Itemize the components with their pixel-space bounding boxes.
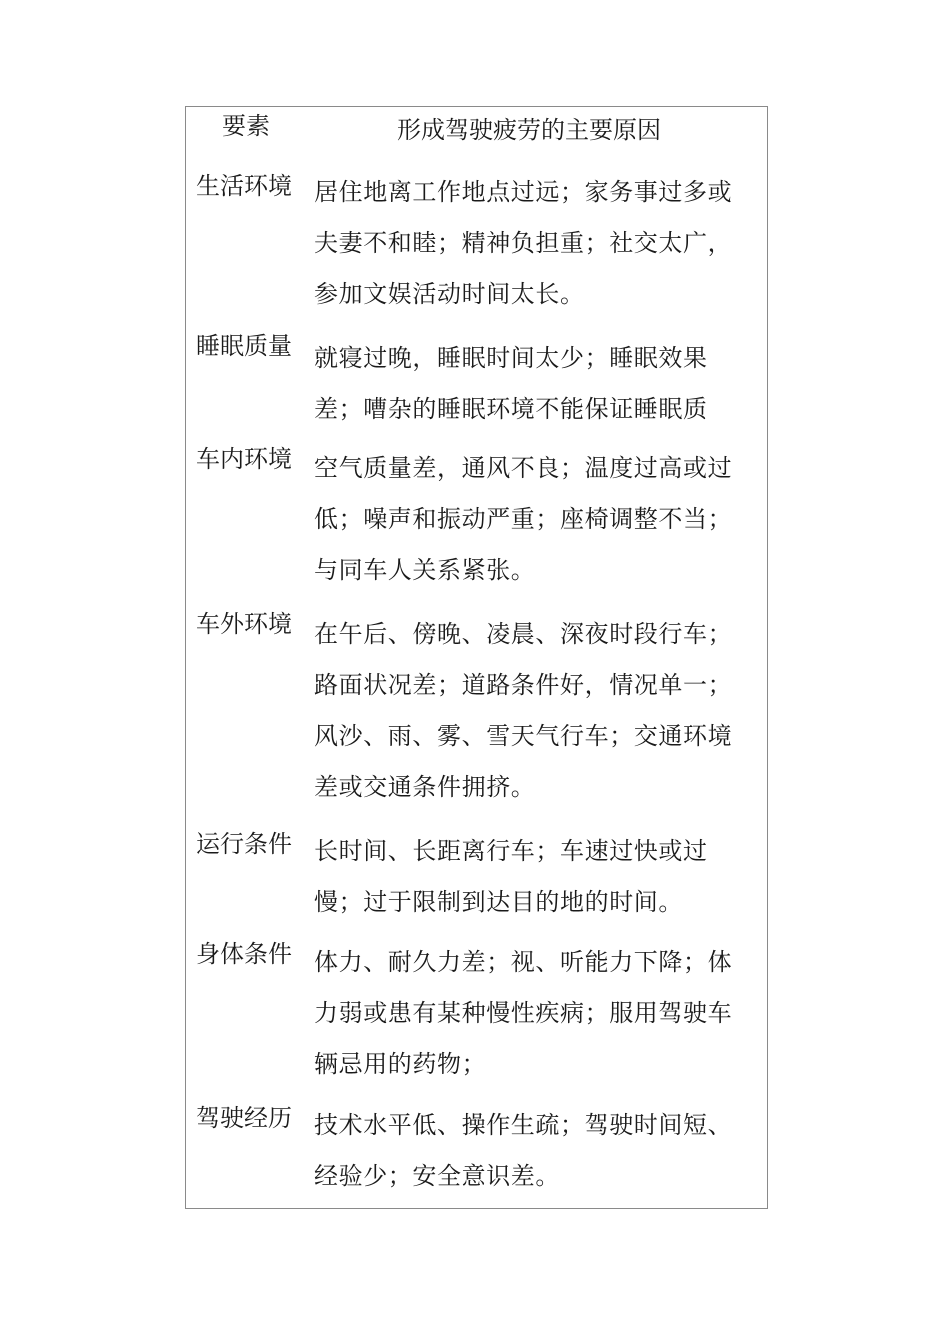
row-label-experience: 驾驶经历 — [196, 1104, 292, 1132]
row-label-operation: 运行条件 — [196, 830, 292, 858]
row-label-cabin: 车内环境 — [196, 445, 292, 473]
row-label-living: 生活环境 — [196, 172, 292, 200]
row-text-experience: 技术水平低、操作生疏；驾驶时间短、经验少；安全意识差。 — [314, 1111, 733, 1190]
row-text-living: 居住地离工作地点过远；家务事过多或夫妻不和睦；精神负担重；社交太广，参加文娱活动时间太长。 — [314, 178, 733, 308]
row-text-operation: 长时间、长距离行车；车速过快或过慢；过于限制到达目的地的时间。 — [314, 837, 708, 916]
row-text-cabin: 空气质量差，通风不良；温度过高或过低；噪声和振动严重；座椅调整不当；与同车人关系紧张。 — [314, 454, 733, 584]
row-text-outside: 在午后、傍晚、凌晨、深夜时段行车；路面状况差；道路条件好，情况单一；风沙、雨、雾、雪天气行车；交通环境差或交通条件拥挤。 — [314, 620, 733, 801]
header-element: 要素 — [222, 112, 270, 140]
row-label-physical: 身体条件 — [196, 940, 292, 968]
row-label-outside: 车外环境 — [196, 610, 292, 638]
row-label-sleep: 睡眠质量 — [196, 332, 292, 360]
header-cause: 形成驾驶疲劳的主要原因 — [397, 116, 661, 144]
row-text-physical: 体力、耐久力差；视、听能力下降；体力弱或患有某种慢性疾病；服用驾驶车辆忌用的药物； — [314, 948, 733, 1078]
row-text-sleep: 就寝过晚，睡眠时间太少；睡眠效果差；嘈杂的睡眠环境不能保证睡眠质 — [314, 344, 708, 423]
